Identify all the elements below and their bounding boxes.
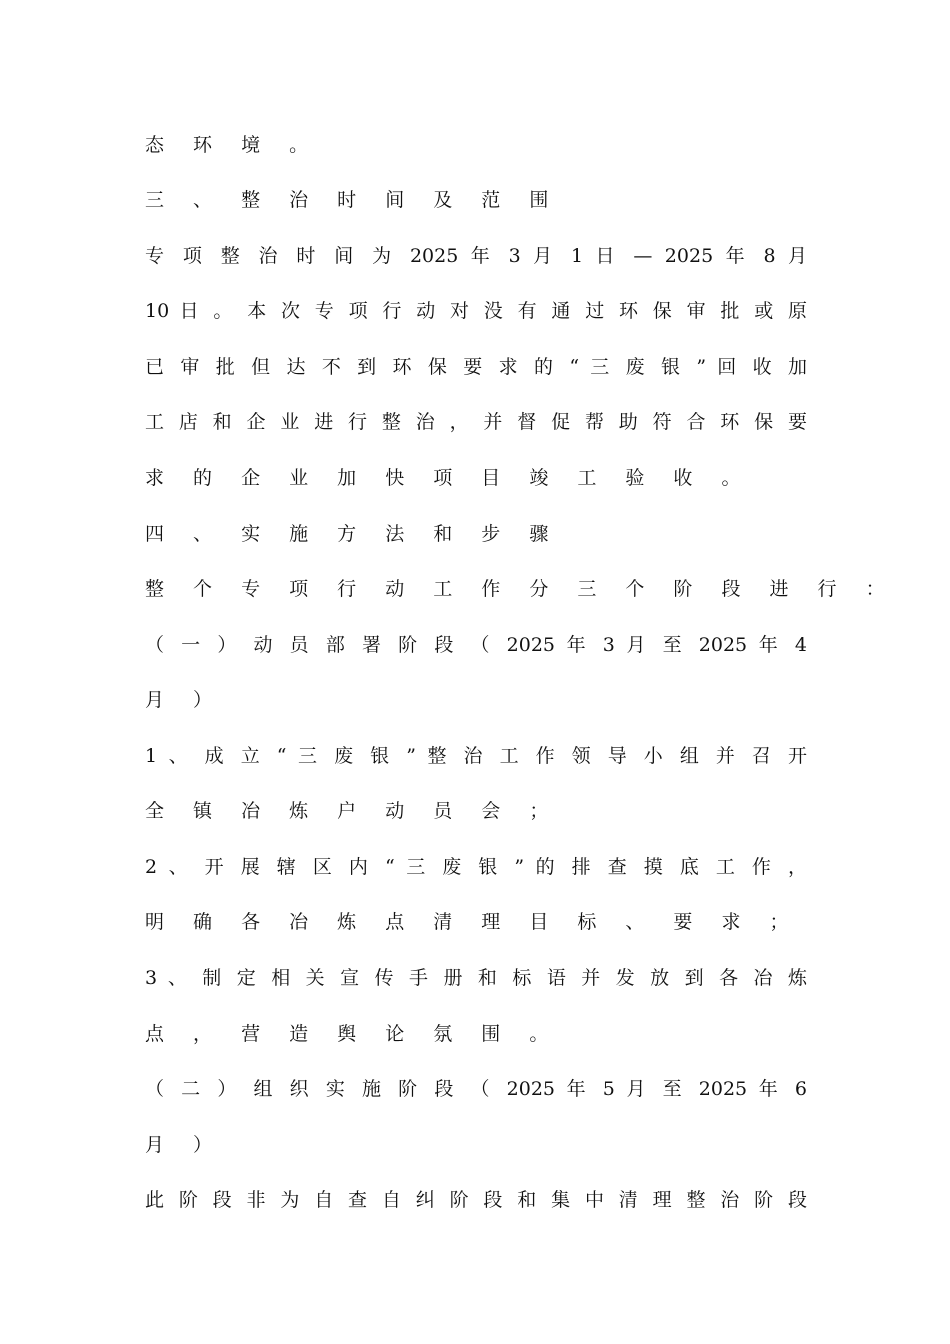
text-line-19: 月 ） [145, 1134, 224, 1156]
section-heading-4: 四 、 实 施 方 法 和 步 骤 [145, 523, 560, 545]
subsection-heading-2: （ 二 ） 组 织 实 施 阶 段 （ 2025 年 5 月 至 2025 年 6 [145, 1078, 807, 1100]
text-line-3: 专 项 整 治 时 间 为 2025 年 3 月 1 日 — 2025 年 8 月 [145, 245, 807, 267]
text-line-20: 此 阶 段 非 为 自 查 自 纠 阶 段 和 集 中 清 理 整 治 阶 段 [145, 1189, 807, 1211]
text-line-13: 全 镇 冶 炼 户 动 员 会 ； [145, 800, 560, 822]
list-item-2: 2 、 开 展 辖 区 内 “ 三 废 银 ” 的 排 查 摸 底 工 作 ， [145, 856, 807, 878]
list-item-1: 1 、 成 立 “ 三 废 银 ” 整 治 工 作 领 导 小 组 并 召 开 [145, 745, 807, 767]
text-line-1: 态 环 境 。 [145, 134, 320, 156]
text-line-6: 工 店 和 企 业 进 行 整 治 ， 并 督 促 帮 助 符 合 环 保 要 [145, 411, 807, 433]
text-line-15: 明 确 各 冶 炼 点 清 理 目 标 、 要 求 ； [145, 911, 801, 933]
subsection-heading-1: （ 一 ） 动 员 部 署 阶 段 （ 2025 年 3 月 至 2025 年 4 [145, 634, 807, 656]
text-line-17: 点 ， 营 造 舆 论 氛 围 。 [145, 1023, 560, 1045]
text-line-9: 整 个 专 项 行 动 工 作 分 三 个 阶 段 进 行 ： [145, 578, 897, 600]
section-heading-3: 三 、 整 治 时 间 及 范 围 [145, 189, 560, 211]
text-line-5: 已 审 批 但 达 不 到 环 保 要 求 的 “ 三 废 银 ” 回 收 加 [145, 356, 807, 378]
text-line-7: 求 的 企 业 加 快 项 目 竣 工 验 收 。 [145, 467, 752, 489]
text-line-4: 10 日 。 本 次 专 项 行 动 对 没 有 通 过 环 保 审 批 或 原 [145, 300, 807, 322]
text-line-11: 月 ） [145, 689, 224, 711]
list-item-3: 3 、 制 定 相 关 宣 传 手 册 和 标 语 并 发 放 到 各 冶 炼 [145, 967, 807, 989]
